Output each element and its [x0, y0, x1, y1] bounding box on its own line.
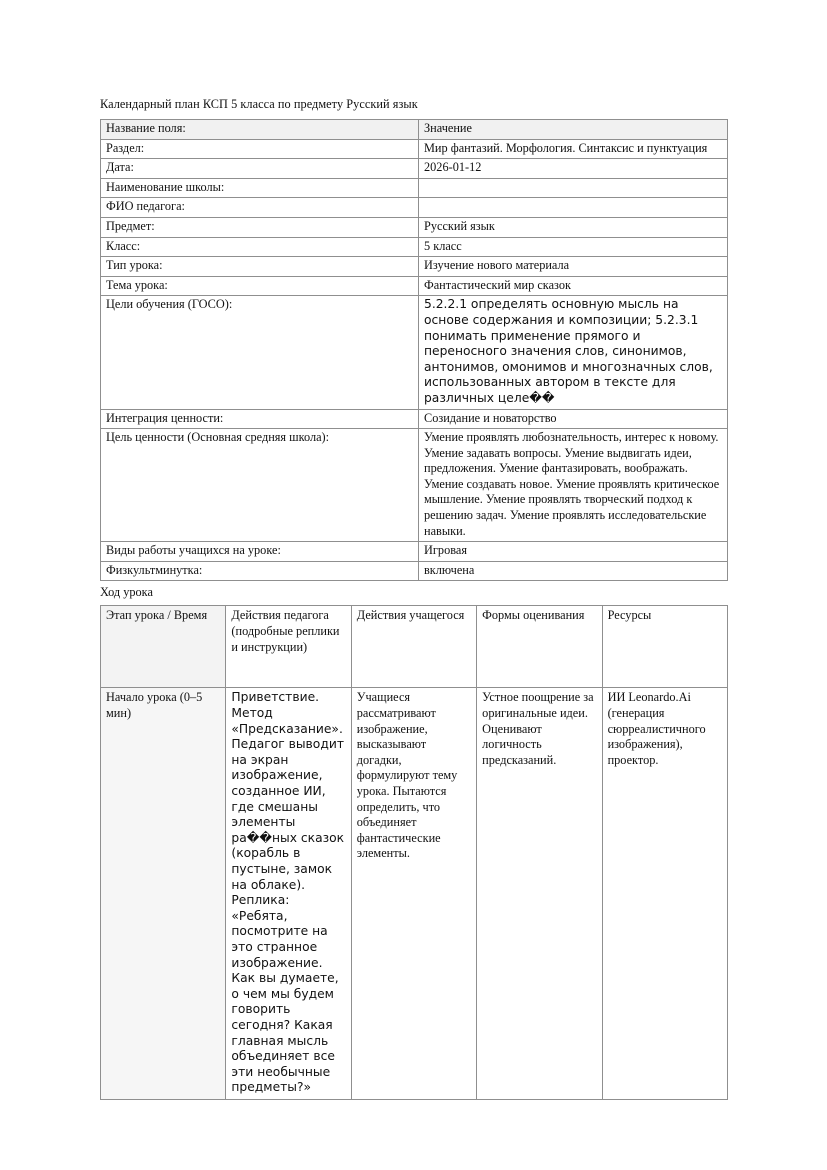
- table-row: [101, 257, 728, 277]
- header-cell-assessment-forms: Формы оценивания: [477, 606, 602, 688]
- field-label: Цель ценности (Основная средняя школа):: [101, 429, 419, 542]
- field-label: Предмет:: [101, 217, 419, 237]
- cell-assessment-forms: Устное поощрение за оригинальные идеи. Оценивают логичность предсказаний.: [477, 688, 602, 1099]
- table-row-value-goal: [101, 429, 728, 542]
- page-title: Календарный план КСП 5 класса по предмету Русский язык: [100, 97, 418, 111]
- field-label: Тип урока:: [101, 257, 419, 277]
- table-row-learning-objectives: [101, 296, 728, 409]
- field-value: Изучение нового материала: [419, 257, 728, 277]
- field-label: Цели обучения (ГОСО):: [101, 296, 419, 409]
- field-value: 5.2.2.1 определять основную мысль на основе содержания и композиции; 5.2.3.1 понимать применение прямого и переносного значения слов, синонимов, антонимов, омонимов и многозначных слов, использованных автором в тексте для различных целе��: [419, 296, 728, 409]
- header-cell-teacher-actions: Действия педагога (подробные реплики и инструкции): [226, 606, 351, 688]
- header-cell-value: Значение: [419, 120, 728, 140]
- cell-stage-time: Начало урока (0–5 мин): [101, 688, 226, 1099]
- table-row: [101, 217, 728, 237]
- field-label: Интеграция ценности:: [101, 409, 419, 429]
- field-value: 2026-01-12: [419, 159, 728, 179]
- field-label: Раздел:: [101, 139, 419, 159]
- field-label: Класс:: [101, 237, 419, 257]
- table-header-row: [101, 120, 728, 140]
- header-cell-resources: Ресурсы: [602, 606, 727, 688]
- field-label: Физкультминутка:: [101, 561, 419, 581]
- field-value: Мир фантазий. Морфология. Синтаксис и пунктуация: [419, 139, 728, 159]
- table-row: [101, 198, 728, 218]
- table-row: [101, 409, 728, 429]
- cell-teacher-actions: Приветствие. Метод «Предсказание». Педагог выводит на экран изображение, созданное ИИ, где смешаны элементы ра��ных сказок (корабль в пустыне, замок на облаке). Реплика: «Ребята, посмотрите на это странное изображение. Как вы думаете, о чем мы будем говорить сегодня? Какая главная мысль объединяет все эти необычные предметы?»: [226, 688, 351, 1099]
- field-label: Наименование школы:: [101, 178, 419, 198]
- header-cell-student-actions: Действия учащегося: [351, 606, 476, 688]
- field-value: включена: [419, 561, 728, 581]
- field-value: Умение проявлять любознательность, интерес к новому. Умение задавать вопросы. Умение выдвигать идеи, предложения. Умение фантазировать, воображать. Умение создавать новое. Умение проявлять критическое мышление. Умение проявлять творческий подход к решению задач. Умение проявлять исследовательские навыки.: [419, 429, 728, 542]
- lesson-flow-table: [100, 605, 728, 1099]
- lesson-flow-table-body: [101, 606, 728, 1099]
- table-row: [101, 178, 728, 198]
- lesson-metadata-table: [100, 119, 728, 581]
- field-value: [419, 198, 728, 218]
- field-value: [419, 178, 728, 198]
- field-label: ФИО педагога:: [101, 198, 419, 218]
- cell-student-actions: Учащиеся рассматривают изображение, высказывают догадки, формулируют тему урока. Пытаются определить, что объединяет фантастические элементы.: [351, 688, 476, 1099]
- field-value: Фантастический мир сказок: [419, 276, 728, 296]
- table-row: [101, 237, 728, 257]
- field-value: Русский язык: [419, 217, 728, 237]
- table-row: [101, 276, 728, 296]
- table-row: [101, 139, 728, 159]
- table-header-row: [101, 606, 728, 688]
- metadata-table-body: [101, 120, 728, 581]
- cell-resources: ИИ Leonardo.Ai (генерация сюрреалистичного изображения), проектор.: [602, 688, 727, 1099]
- table-row: [101, 561, 728, 581]
- table-row: [101, 688, 728, 1099]
- field-value: Созидание и новаторство: [419, 409, 728, 429]
- field-label: Виды работы учащихся на уроке:: [101, 542, 419, 562]
- table-row: [101, 159, 728, 179]
- table-row: [101, 542, 728, 562]
- field-value: 5 класс: [419, 237, 728, 257]
- field-label: Тема урока:: [101, 276, 419, 296]
- section-heading-lesson-flow: Ход урока: [100, 585, 153, 600]
- field-value: Игровая: [419, 542, 728, 562]
- field-label: Дата:: [101, 159, 419, 179]
- header-cell-stage-time: Этап урока / Время: [101, 606, 226, 688]
- header-cell-field-name: Название поля:: [101, 120, 419, 140]
